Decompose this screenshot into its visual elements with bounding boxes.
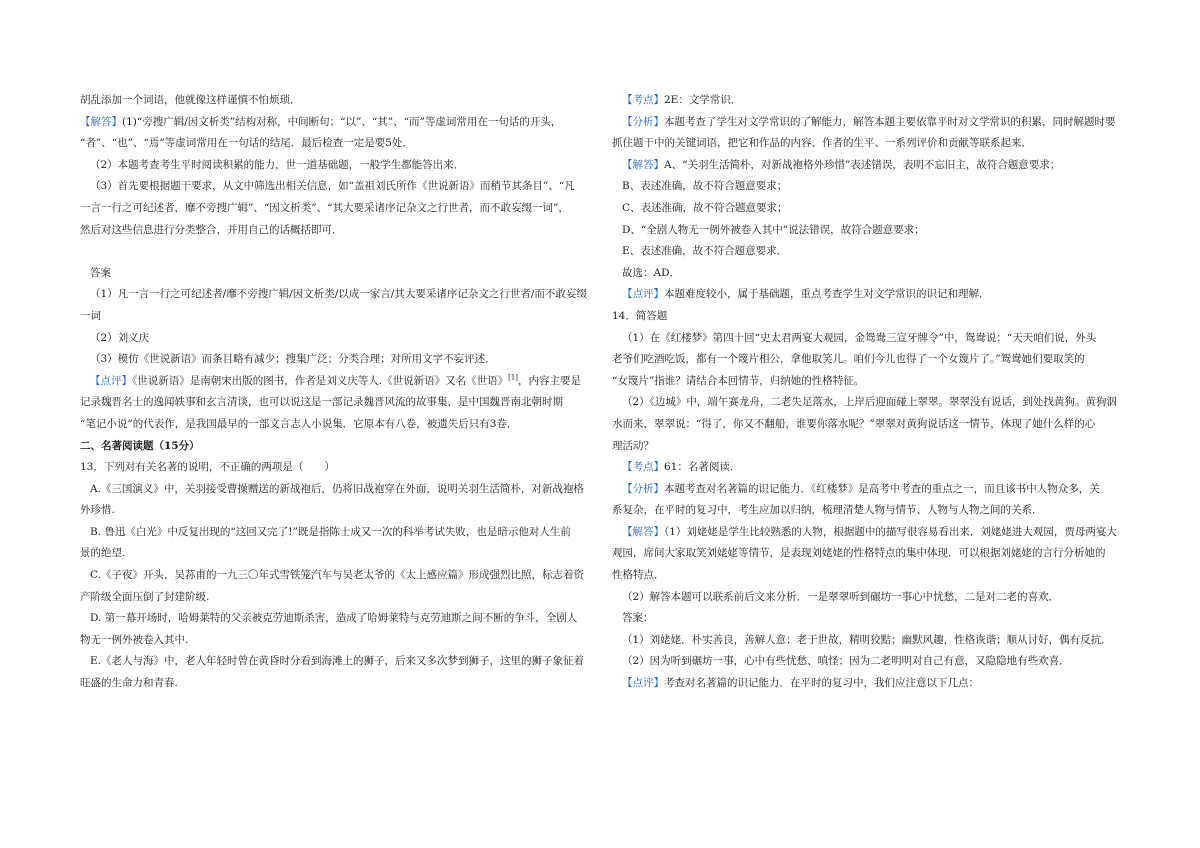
- comment-paragraph: 【点评】《世说新语》是南朝宋出版的图书，作者是刘义庆等人.《世说新语》又名《世语》[1]，内容主要是: [90, 373, 582, 387]
- answer-choice: 故选：AD．: [622, 266, 681, 279]
- text-line: 然后对这些信息进行分类整合，并用自己的话概括即可．: [80, 223, 343, 236]
- text-line: 记录魏晋名士的逸闻轶事和玄言清谈，也可以说这是一部记录魏晋风流的故事集，是中国魏晋南北朝时期: [80, 396, 563, 409]
- option-b: B. 鲁迅《白光》中反复出现的“这回又完了!”既是指陈士成又一次的科举考试失败，也是暗示他对人生前: [90, 525, 571, 538]
- answer-line: E、表述准确，故不符合题意要求．: [622, 245, 788, 258]
- kaodian-tag: 【考点】: [622, 461, 664, 474]
- comment-tag: 【点评】: [90, 374, 132, 387]
- text-line: 一言一行之可纪述者，靡不旁搜广辑”、“因文析类”、“其大要采诸序记杂文之行世者，而不敢妄缀一词”，: [80, 201, 569, 214]
- answer-tag: 【解答】: [622, 525, 664, 538]
- question-line: 水而来，翠翠说：“得了，你又不翻船，谁要你落水呢？”翠翠对黄狗说话这一情节，体现了她什么样的心: [612, 417, 1096, 430]
- comment-line: 【点评】考查对名著篇的识记能力．在平时的复习中，我们应注意以下几点：: [622, 677, 979, 690]
- comment-line: 【点评】本题难度较小，属于基础题，重点考查学生对文学常识的识记和理解．: [622, 288, 990, 301]
- answer-line: （2）因为听到碾坊一事，心中有些忧愁、嗔怪；因为二老明明对自己有意，又隐隐地有些欢喜．: [622, 655, 1070, 668]
- answer-paragraph: 【解答】(1)“旁搜广辑/因文析类”结构对称，中间断句；“以”、“其”、“而”等虚词常用在一句话的开头，: [80, 115, 562, 128]
- answer-tag: 【解答】: [622, 158, 664, 171]
- answer-label: 答案: [90, 266, 111, 279]
- option-a-cont: 外珍惜.: [80, 504, 115, 517]
- answer-line: 【解答】（1）刘姥姥是学生比较熟悉的人物，根据题中的描写很容易看出来．刘姥姥进大观园，贾母两宴大: [622, 525, 1117, 538]
- comment-tag: 【点评】: [622, 677, 664, 690]
- text-line: 观园，席间大家取笑刘姥姥等情节，是表现刘姥姥的性格特点的集中体现．可以根据刘姥姥的言行分析她的: [612, 547, 1106, 560]
- question-line: “女篾片”指谁？请结合本回情节，归纳她的性格特征。: [612, 374, 865, 387]
- comment-tag: 【点评】: [622, 288, 664, 301]
- analysis-tag: 【分析】: [622, 115, 664, 128]
- left-column: [80, 90, 600, 695]
- answer-line: B、表述准确，故不符合题意要求；: [622, 180, 788, 193]
- answer-tag: 【解答】: [80, 115, 122, 128]
- analysis-line: 【分析】本题考查对名著篇的识记能力．《红楼梦》是高考中考查的重点之一，而且该书中人物众多，关: [622, 482, 1100, 495]
- kaodian-tag: 【考点】: [622, 94, 664, 106]
- analysis-tag: 【分析】: [622, 482, 664, 495]
- option-d-cont: 物无一例外被卷入其中.: [80, 633, 189, 646]
- option-c: C.《子夜》开头，吴荪甫的一九三〇年式雪铁笼汽车与吴老太爷的《太上感应篇》形成强烈比照，标志着资: [90, 569, 584, 582]
- text-line: 性格特点．: [612, 569, 665, 582]
- answer-line: （2）刘义庆: [90, 331, 150, 344]
- section-heading: 二、名著阅读题（15分）: [80, 439, 200, 452]
- answer-line: 一词: [80, 309, 101, 322]
- kaodian-line: 【考点】61：名著阅读．: [622, 461, 741, 474]
- text-line: “者”、“也”、“焉”等虚词常用在一句话的结尾．最后检查一定是要5处．: [80, 137, 413, 150]
- answer-line: D、“全剧人物无一例外被卷入其中”说法错误，故符合题意要求；: [622, 223, 925, 236]
- text-line: “笔记小说”的代表作，是我国最早的一部文言志人小说集．它原本有八卷，被遗失后只有3卷．: [80, 417, 518, 430]
- question-line: 理活动？: [612, 439, 654, 452]
- footnote-ref: [1]: [508, 373, 519, 382]
- answer-line: C、表述准确，故不符合题意要求；: [622, 201, 788, 214]
- answer-line: （1）凡一言一行之可纪述者/靡不旁搜广辑/因文析类/以成一家言/其大要采诸序记杂文之行世者/而不敢妄缀: [90, 288, 587, 301]
- option-a: A.《三国演义》中，关羽接受曹操赠送的新战袍后，仍将旧战袍穿在外面，说明关羽生活简朴，对新战袍格: [90, 482, 584, 495]
- right-column: [612, 90, 1122, 695]
- analysis-line: 【分析】本题考查了学生对文学常识的了解能力，解答本题主要依靠平时对文学常识的积累，同时解题时要: [622, 115, 1116, 128]
- answer-line: （3）模仿《世说新语》而条目略有减少；搜集广泛；分类合理；对所用文字不妄评述．: [90, 353, 496, 366]
- question-line: （2）《边城》中，端午赛龙舟，二老失足落水，上岸后迎面碰上翠翠。翠翠没有说话，到处找黄狗。黄狗泅: [622, 396, 1117, 409]
- question-line: 老爷们吃酒吃饭，都有一个篾片相公，拿他取笑儿。咱们今儿也得了一个女篾片了。”鸳鸯她们要取笑的: [612, 353, 1085, 366]
- text-line: 胡乱添加一个词语，他就像这样谨慎不怕烦琐．: [80, 94, 301, 106]
- question-line: （1）在《红楼梦》第四十回“史太君两宴大观园，金鸳鸯三宣牙牌令”中，鸳鸯说：“天天咱们说，外头: [622, 331, 1097, 344]
- kaodian-line: 【考点】2E：文学常识．: [622, 94, 742, 106]
- question-13: 13．下列对有关名著的说明，不正确的两项是（ ）: [80, 461, 335, 474]
- question-14: 14．简答题: [612, 309, 668, 322]
- text-line: （3）首先要根据题干要求，从文中筛选出相关信息，如“盖祖刘氏所作《世说新语》而稍节其条目”、“凡: [90, 180, 575, 193]
- text-line: 系复杂，在平时的复习中，考生应加以归纳，梳理清楚人物与情节、人物与人物之间的关系．: [612, 504, 1043, 517]
- option-e: E.《老人与海》中，老人年轻时曾在黄昏时分看到海滩上的狮子，后来又多次梦到狮子，这里的狮子象征着: [90, 655, 585, 668]
- text-line: （2）本题考查考生平时阅读积累的能力，世一道基础题，一般学生都能答出来．: [90, 158, 465, 171]
- option-d: D. 第一幕开场时，哈姆莱特的父亲被克劳迪斯杀害，造成了哈姆莱特与克劳迪斯之间不断的争斗，全剧人: [90, 612, 578, 625]
- answer-line: （1）刘姥姥．朴实善良，善解人意；老于世故，精明狡黠；幽默风趣，性格诙谐；顺从讨好，偶有反抗．: [622, 633, 1112, 646]
- text-line: （2）解答本题可以联系前后文来分析．一是翠翠听到碾坊一事心中忧愁，二是对二老的喜欢．: [622, 590, 1060, 603]
- answer-line: 【解答】A、“关羽生活简朴，对新战袍格外珍惜”表述错误，表明不忘旧主，故符合题意要求；: [622, 158, 1061, 171]
- option-b-cont: 景的绝望.: [80, 547, 126, 560]
- text-line: 抓住题干中的关键词语，把它和作品的内容、作者的生平、一系列评价和贡献等联系起来．: [612, 137, 1032, 150]
- option-e-cont: 旺盛的生命力和青春.: [80, 677, 178, 690]
- option-c-cont: 产阶级全面压倒了封建阶级.: [80, 590, 210, 603]
- answer-label: 答案：: [622, 612, 654, 625]
